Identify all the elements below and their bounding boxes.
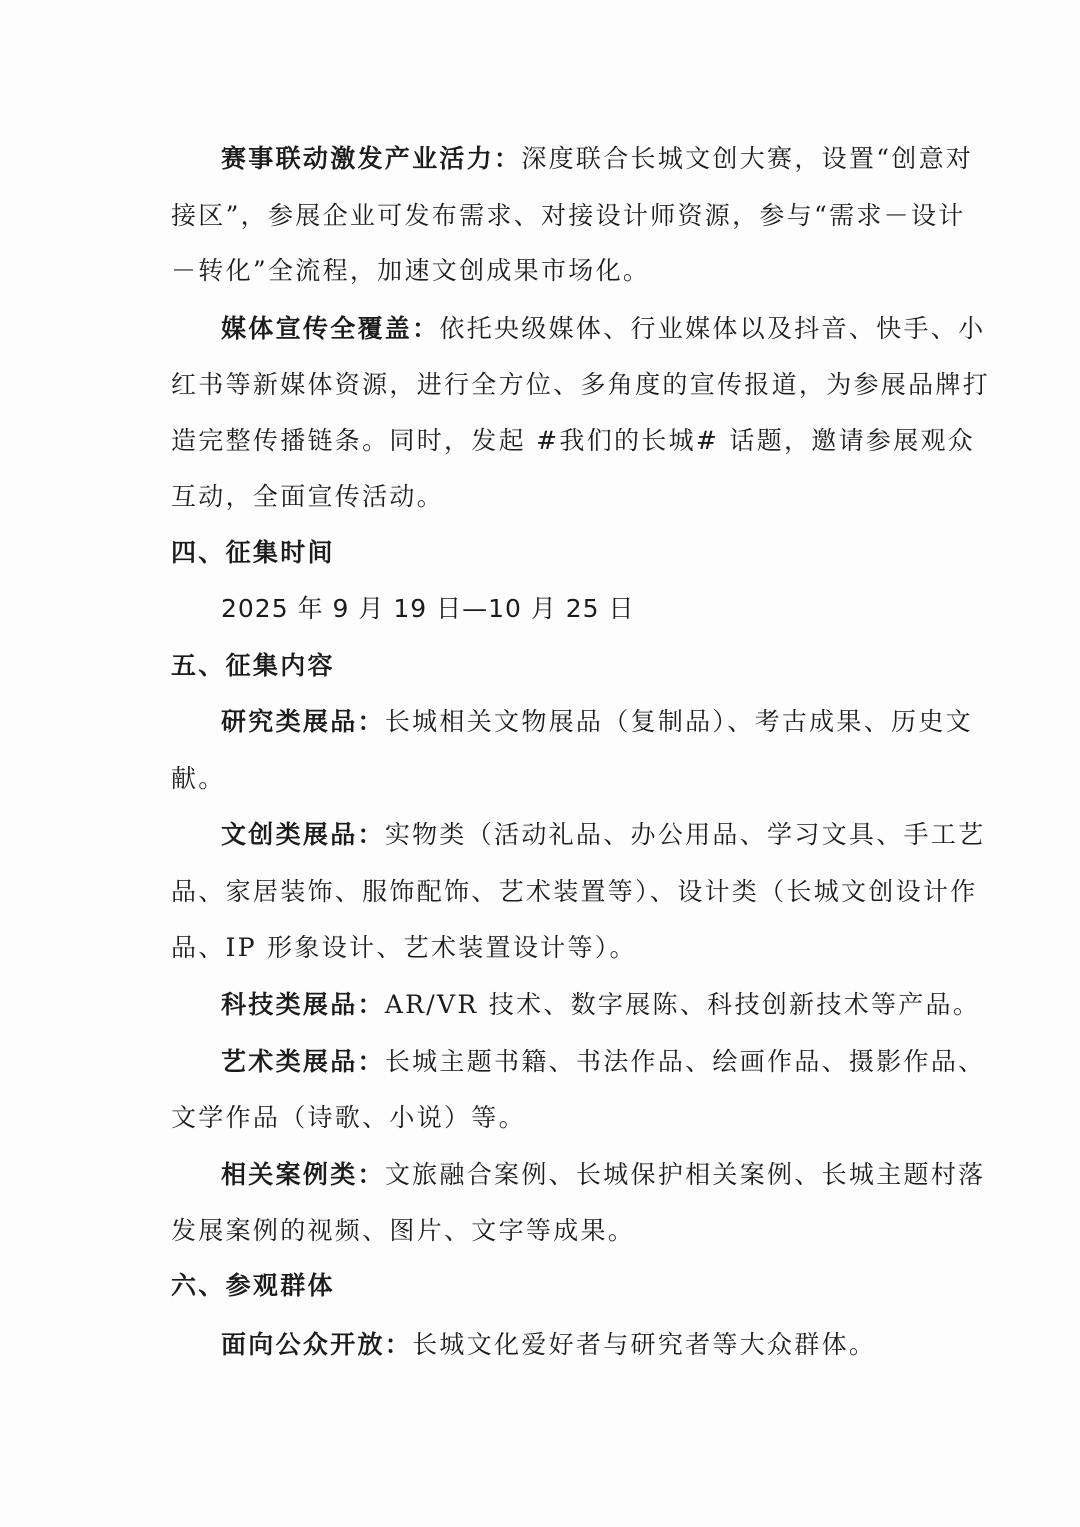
paragraph-research-line-1 — [221, 706, 973, 738]
paragraph-creative-line-3: 品、IP 形象设计、艺术装置设计等）。 — [171, 933, 637, 962]
paragraph-text: 长城主题书籍、书法作品、绘画作品、摄影作品、 — [384, 1047, 986, 1076]
paragraph-media-line-4: 互动，全面宣传活动。 — [171, 482, 445, 511]
paragraph-lead: 相关案例类： — [221, 1160, 385, 1189]
collection-date-range: 2025 年 9 月 19 日—10 月 25 日 — [221, 594, 635, 623]
paragraph-lead: 文创类展品： — [221, 820, 385, 849]
paragraph-lead: 面向公众开放： — [221, 1330, 413, 1359]
paragraph-creative-line-2: 品、家居装饰、服饰配饰、艺术装置等）、设计类（长城文创设计作 — [171, 877, 978, 906]
paragraph-art-line-2: 文学作品（诗歌、小说）等。 — [171, 1103, 526, 1132]
paragraph-industry-line-1 — [221, 143, 973, 175]
section-heading-collection-content: 五、征集内容 — [171, 651, 335, 680]
paragraph-text: 实物类（活动礼品、办公用品、学习文具、手工艺 — [384, 820, 986, 849]
paragraph-lead: 艺术类展品： — [221, 1047, 385, 1076]
paragraph-creative-line-1 — [221, 819, 985, 851]
paragraph-industry-line-2: 接区”，参展企业可发布需求、对接设计师资源，参与“需求－设计 — [171, 201, 966, 230]
paragraph-art-line-1 — [221, 1046, 985, 1078]
paragraph-media-line-2: 红书等新媒体资源，进行全方位、多角度的宣传报道，为参展品牌打 — [171, 370, 991, 399]
section-heading-collection-time: 四、征集时间 — [171, 538, 335, 567]
paragraph-lead: 研究类展品： — [221, 707, 385, 736]
paragraph-text: 文旅融合案例、长城保护相关案例、长城主题村落 — [384, 1160, 986, 1189]
paragraph-lead: 赛事联动激发产业活力： — [221, 144, 522, 173]
paragraph-research-line-2: 献。 — [171, 764, 226, 793]
paragraph-tech-line-1 — [221, 989, 980, 1021]
paragraph-industry-line-3: －转化”全流程，加速文创成果市场化。 — [171, 256, 651, 285]
paragraph-text: 长城相关文物展品（复制品）、考古成果、历史文 — [384, 707, 973, 736]
paragraph-text: AR/VR 技术、数字展陈、科技创新技术等产品。 — [384, 990, 981, 1019]
paragraph-text: 长城文化爱好者与研究者等大众群体。 — [412, 1330, 877, 1359]
paragraph-text: 依托央级媒体、行业媒体以及抖音、快手、小 — [439, 314, 986, 343]
paragraph-cases-line-2: 发展案例的视频、图片、文字等成果。 — [171, 1216, 636, 1245]
paragraph-media-line-3: 造完整传播链条。同时，发起 #我们的长城# 话题，邀请参展观众 — [171, 426, 976, 455]
paragraph-lead: 媒体宣传全覆盖： — [221, 314, 440, 343]
paragraph-cases-line-1 — [221, 1159, 985, 1191]
paragraph-lead: 科技类展品： — [221, 990, 385, 1019]
paragraph-visitors-line-1 — [221, 1329, 876, 1361]
paragraph-text: 深度联合长城文创大赛，设置“创意对 — [521, 144, 974, 173]
paragraph-media-line-1 — [221, 313, 985, 345]
section-heading-visitors: 六、参观群体 — [171, 1271, 335, 1300]
